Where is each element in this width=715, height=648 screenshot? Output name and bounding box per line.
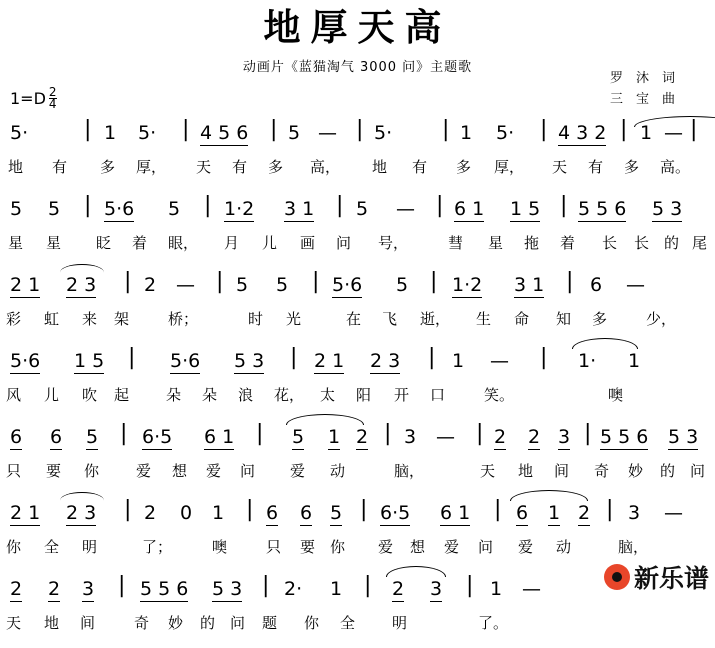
watermark-brand: 新乐谱	[633, 564, 709, 593]
lyric-row: 星 星 眨 着 眼， 月 儿 画 问 号， 彗 星 拖 着 长 长 的 尾	[8, 234, 708, 252]
note-row: 5 5 | 5·6 5 | 1·2 3 1 | 5 — | 6 1 1 5 | 5 5 6 5 3	[10, 193, 683, 220]
score-system	[0, 420, 715, 496]
subtitle: 动画片《蓝猫淘气 3000 问》主题歌	[242, 60, 473, 75]
note-row: 2 1 2 3 | 2 0 1 | 6 6 5 | 6·5 6 1 | 6 1 2 | 3 —	[0, 496, 715, 536]
score-system	[0, 268, 715, 344]
score-system	[0, 192, 715, 268]
note-row: 6 6 5 | 6·5 6 1 | 5 1 2 | 3 — | 2 2 3 | 5 5 6 5 3	[0, 420, 715, 460]
score-system	[0, 344, 715, 420]
lyric-row: 你 全 明 了； 噢 只 要 你 爱 想 爱 问 爱 动 脑，	[6, 538, 649, 556]
time-signature: $\frac{2}{4}$	[48, 85, 57, 111]
credits	[610, 68, 675, 110]
record-disc-icon	[604, 564, 630, 590]
lyric-row: 只 要 你 爱 想 爱 问 爱 动 脑， 天 地 间 奇 妙 的 问	[6, 462, 706, 480]
note-row: 5· | 1 5· | 4 5 6 | 5 — | 5· | 1 5· | 4 3 2 | 1 — |	[0, 116, 715, 156]
key-and-meter	[10, 85, 57, 111]
lyric-row: 风 儿 吹 起 朵 朵 浪 花， 太 阳 开 口 笑。 噢	[6, 386, 624, 404]
score-system	[0, 116, 715, 192]
note-row: 2 2 3 | 5 5 6 5 3 | 2· 1 | 2 3 | 1 —	[0, 572, 715, 612]
note-row: 5·6 1 5 | 5·6 5 3 | 2 1 2 3 | 1 — | 1· 1	[0, 344, 715, 384]
note-row: 2 1 2 3 | 2 — | 5 5 | 5·6 5 | 1·2 3 1 | 6 —	[0, 268, 715, 308]
lyric-row: 天 地 间 奇 妙 的 问 题 你 全 明 了。	[6, 614, 509, 632]
credit-lyricist: 罗 沐 词	[609, 71, 675, 86]
credit-composer: 三 宝 曲	[609, 92, 675, 107]
page-title: 地厚天高	[263, 6, 452, 49]
lyric-row: 彩 虹 来 架 桥； 时 光 在 飞 逝， 生 命 知 多 少，	[6, 310, 677, 328]
key-signature: 1=D	[10, 89, 46, 108]
lyric-row: 地 有 多 厚， 天 有 多 高， 地 有 多 厚， 天 有 多 高。	[8, 158, 691, 176]
watermark-logo	[604, 559, 709, 595]
